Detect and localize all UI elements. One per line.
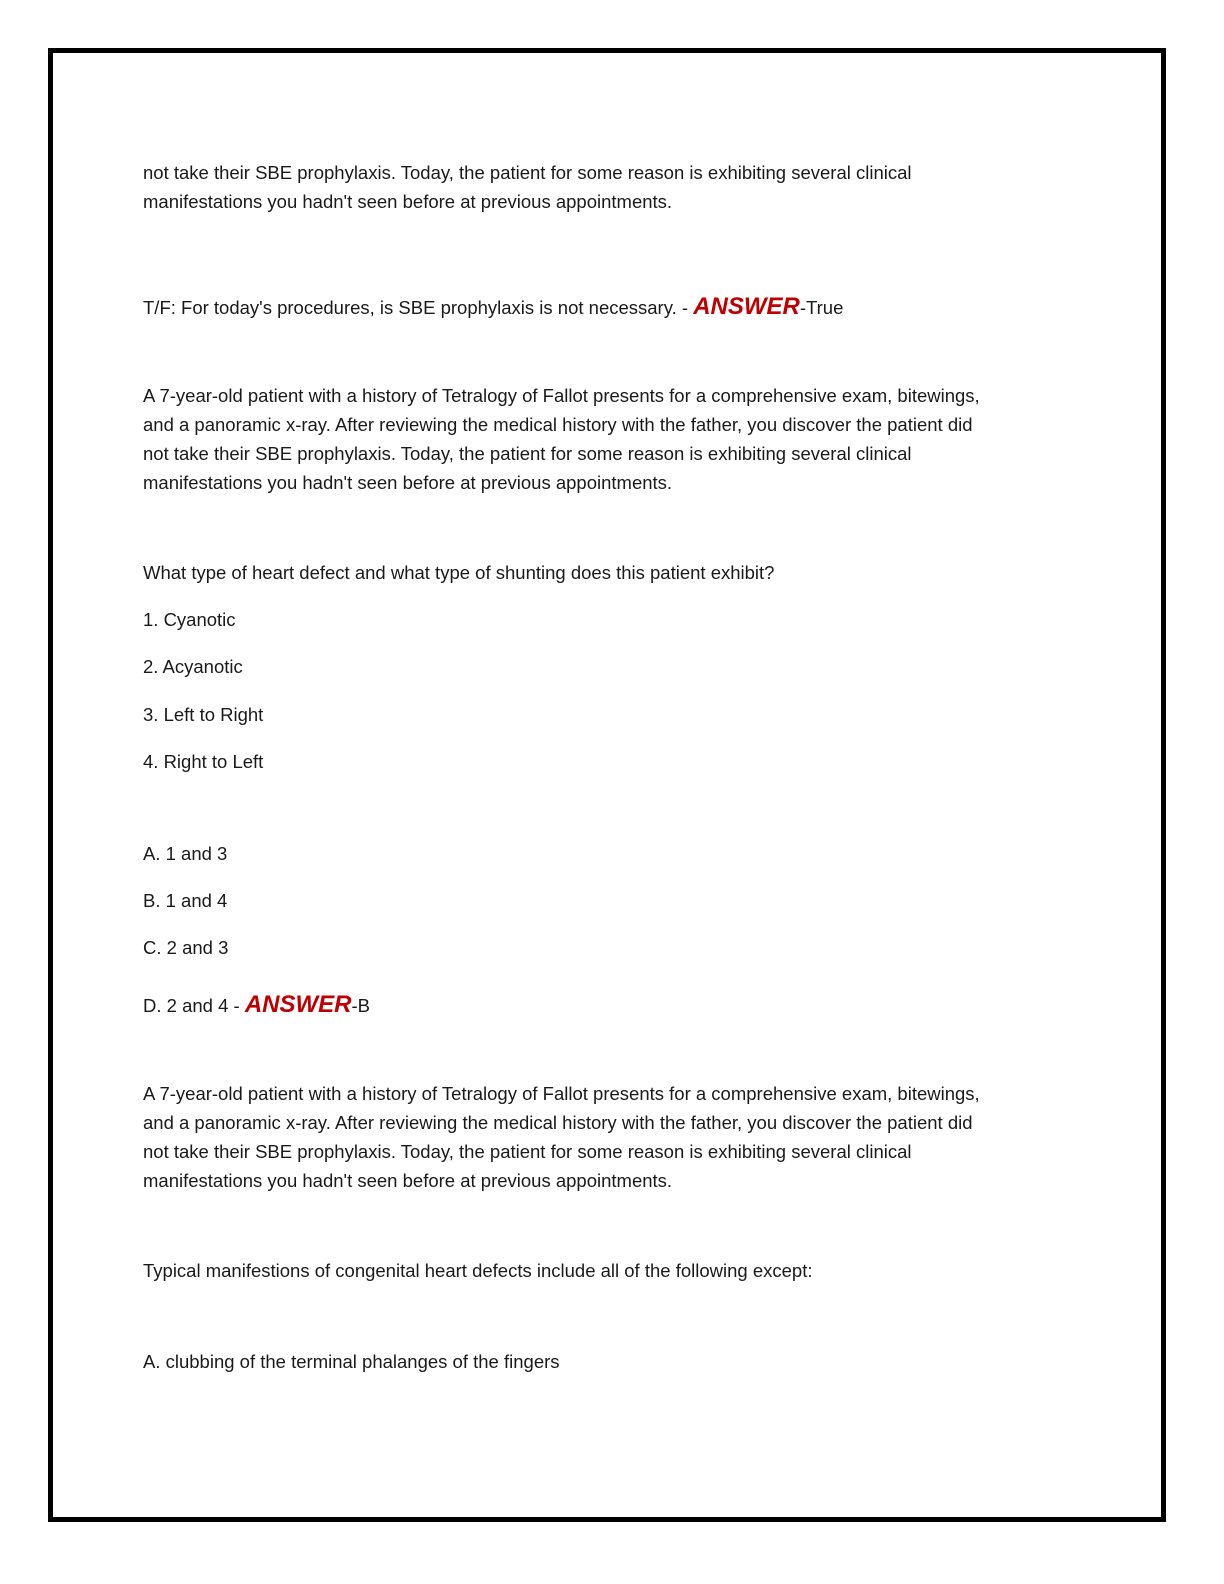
question-tf [143, 292, 843, 322]
list-item: 2. Acyanotic [143, 656, 243, 677]
question-manifestations: Typical manifestions of congenital heart defects include all of the following except: [143, 1260, 813, 1281]
paragraph-line: not take their SBE prophylaxis. Today, the patient for some reason is exhibiting several clinical [143, 443, 912, 464]
paragraph-line: A 7-year-old patient with a history of Tetralogy of Fallot presents for a comprehensive exam, bitewings, [143, 385, 980, 406]
question-heart-defect: What type of heart defect and what type of shunting does this patient exhibit? [143, 562, 775, 583]
case-paragraph-3 [143, 1079, 980, 1195]
answer-label: ANSWER [244, 991, 352, 1018]
list-item: 1. Cyanotic [143, 609, 236, 630]
list-item: 3. Left to Right [143, 704, 264, 725]
list-item: 4. Right to Left [143, 751, 264, 772]
paragraph-line: and a panoramic x-ray. After reviewing the medical history with the father, you discover the patient did [143, 414, 973, 435]
paragraph-line: and a panoramic x-ray. After reviewing the medical history with the father, you discover the patient did [143, 1112, 973, 1133]
choice-item-with-answer [143, 990, 370, 1020]
paragraph-line: manifestations you hadn't seen before at previous appointments. [143, 472, 673, 493]
answer-label: ANSWER [693, 293, 800, 320]
choice-text: D. 2 and 4 - [143, 995, 245, 1016]
paragraph-line: not take their SBE prophylaxis. Today, the patient for some reason is exhibiting several clinical [143, 162, 912, 183]
question-text: T/F: For today's procedures, is SBE prophylaxis is not necessary. - [143, 297, 694, 318]
answer-value: -B [351, 995, 370, 1016]
page-border [48, 48, 1166, 1522]
choice-item: C. 2 and 3 [143, 937, 229, 958]
paragraph-line: A 7-year-old patient with a history of Tetralogy of Fallot presents for a comprehensive exam, bitewings, [143, 1083, 980, 1104]
case-paragraph-2 [143, 381, 980, 497]
answer-value: -True [799, 297, 844, 318]
choice-item: A. 1 and 3 [143, 843, 228, 864]
paragraph-line: manifestations you hadn't seen before at previous appointments. [143, 1170, 673, 1191]
paragraph-line: not take their SBE prophylaxis. Today, the patient for some reason is exhibiting several clinical [143, 1141, 912, 1162]
paragraph-line: manifestations you hadn't seen before at previous appointments. [143, 191, 673, 212]
choice-item: A. clubbing of the terminal phalanges of the fingers [143, 1351, 560, 1372]
choice-item: B. 1 and 4 [143, 890, 228, 911]
intro-paragraph [143, 158, 912, 216]
